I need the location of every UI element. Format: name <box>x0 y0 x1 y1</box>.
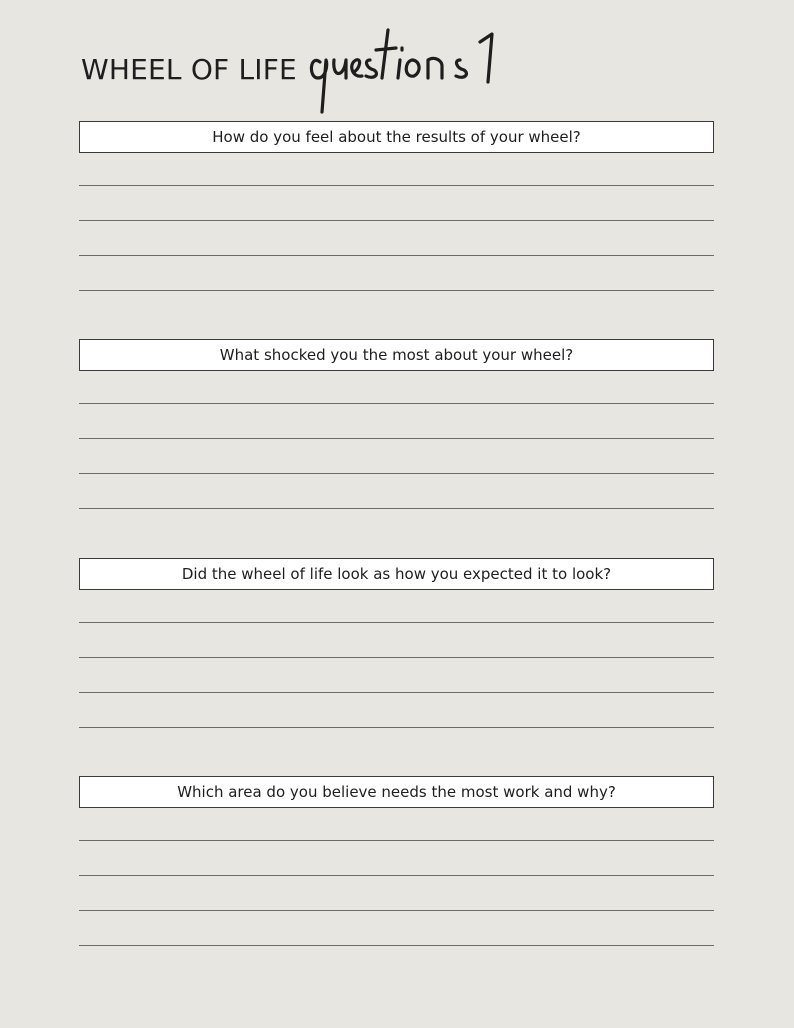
answer-line[interactable] <box>79 945 714 946</box>
answer-line[interactable] <box>79 403 714 404</box>
answer-line[interactable] <box>79 438 714 439</box>
question-text: What shocked you the most about your wheel? <box>219 346 574 364</box>
question-section-1 <box>79 121 714 296</box>
script-title-lettering <box>304 20 508 116</box>
question-section-4 <box>79 776 714 951</box>
question-text: Which area do you believe needs the most work and why? <box>177 783 616 801</box>
question-section-2 <box>79 339 714 514</box>
answer-line[interactable] <box>79 727 714 728</box>
question-box <box>79 339 714 371</box>
answer-line[interactable] <box>79 910 714 911</box>
question-box <box>79 121 714 153</box>
question-box <box>79 776 714 808</box>
answer-line[interactable] <box>79 220 714 221</box>
answer-line[interactable] <box>79 840 714 841</box>
question-box <box>79 558 714 590</box>
script-title-text: questions 1 <box>304 20 310 21</box>
question-section-3 <box>79 558 714 733</box>
answer-line[interactable] <box>79 255 714 256</box>
answer-line[interactable] <box>79 290 714 291</box>
answer-line[interactable] <box>79 622 714 623</box>
question-text: How do you feel about the results of your wheel? <box>212 128 581 146</box>
answer-line[interactable] <box>79 692 714 693</box>
answer-line[interactable] <box>79 875 714 876</box>
answer-line[interactable] <box>79 508 714 509</box>
answer-line[interactable] <box>79 473 714 474</box>
answer-line[interactable] <box>79 657 714 658</box>
page-title: WHEEL OF LIFE <box>81 53 297 86</box>
question-text: Did the wheel of life look as how you expected it to look? <box>181 565 612 583</box>
answer-line[interactable] <box>79 185 714 186</box>
